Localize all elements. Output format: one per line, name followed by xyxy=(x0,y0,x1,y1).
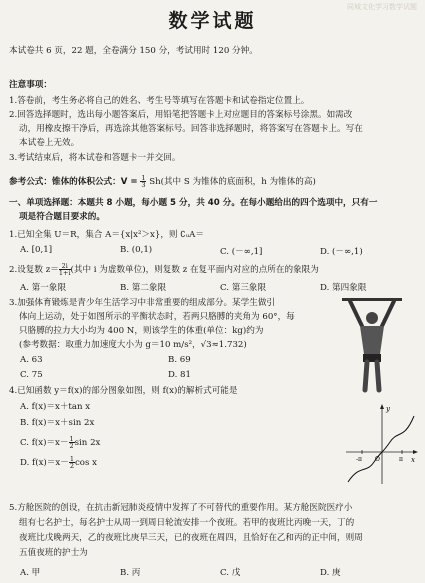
q1-option-b: B. (0,1) xyxy=(120,245,153,255)
q1-option-c: C. (－∞,1] xyxy=(220,247,263,257)
q4-option-c: C. f(x)＝x－ $\frac{1}{2}$ sin 2x xyxy=(20,435,101,450)
reference-formula xyxy=(9,175,316,188)
q2-option-d: D. 第四象限 xyxy=(320,283,367,293)
q5-option-c: C. 戊 xyxy=(220,568,241,578)
q4-option-a: A. f(x)＝x＋tan x xyxy=(20,402,91,412)
graph-origin-label: O xyxy=(375,456,380,463)
q3-line-3: 只胳膊的拉力大小均为 400 N，则该学生的体重(单位：kg)约为 xyxy=(19,326,264,336)
q1-option-a: A. [0,1] xyxy=(20,245,53,255)
exam-intro: 本试卷共 6 页，22 题，全卷满分 150 分，考试用时 120 分钟。 xyxy=(9,46,258,56)
q5-line-2: 组有七名护士，每名护士从周一到周日轮流安排一个夜班。若甲的夜班比丙晚一天，丁的 xyxy=(19,518,355,528)
graph-pi-label: π xyxy=(399,456,403,463)
notes-heading: 注意事项： xyxy=(9,80,52,90)
q5-line-1: 5.方舱医院的创设，在抗击新冠肺炎疫情中发挥了不可替代的重要作用。某方舱医院医疗小 xyxy=(9,503,353,513)
pull-up-figure xyxy=(340,296,404,396)
section-heading: 一、单项选择题：本题共 8 小题，每小题 5 分，共 40 分。在每小题给出的四个选项中，只有一 xyxy=(9,198,378,208)
q1-options xyxy=(20,245,420,256)
note-line-3: 动，用橡皮擦干净后，再选涂其他答案标号。回答非选择题时，将答案写在答题卡上。写在 xyxy=(19,124,363,134)
q5-option-d: D. 庚 xyxy=(320,568,341,578)
q3-line-2: 体向上运动，处于如图所示的平衡状态时，若两只胳膊的夹角为 60°，每 xyxy=(19,312,295,322)
note-line-5: 3.考试结束后，将本试卷和答题卡一并交回。 xyxy=(9,153,181,163)
q4-option-d: D. f(x)＝x－ $\frac{1}{2}$ cos x xyxy=(20,455,97,470)
q3-line-1: 3.加强体育锻炼是青少年生活学习中非常重要的组成部分。某学生做引 xyxy=(9,298,276,308)
q3-line-4: (参考数据：取重力加速度大小为 g＝10 m/s²，√3≈1.732) xyxy=(19,340,247,350)
graph-x-label: x xyxy=(411,456,415,464)
q5-line-4: 五值夜班的护士为 xyxy=(19,548,88,558)
graph-neg-pi-label: -π xyxy=(356,456,362,463)
q4-stem: 4.已知函数 y＝f(x)的部分图象如图，则 f(x)的解析式可能是 xyxy=(9,386,238,396)
note-line-2: 2.回答选择题时，选出每小题答案后，用铅笔把答题卡上对应题目的答案标号涂黑。如需改 xyxy=(9,110,353,120)
q3-options-row2 xyxy=(20,370,270,381)
q3-option-b: B. 69 xyxy=(168,355,191,365)
formula-fraction: $\frac{1}{3}$ xyxy=(141,174,146,189)
q2-options xyxy=(20,281,420,292)
q2-fraction: $\frac{2i}{1+i}$ xyxy=(58,262,71,277)
q5-option-a: A. 甲 xyxy=(20,568,41,578)
bleed-through-text: 同城文化学习数学试题 xyxy=(347,3,417,11)
q2-option-b: B. 第二象限 xyxy=(120,283,167,293)
q3-option-c: C. 75 xyxy=(20,370,43,380)
q3-options-row1 xyxy=(20,355,270,366)
q2-stem: 2.设复数 z＝ $\frac{2i}{1+i}$ (其中 i 为虚数单位)，则复数 z 在复平面内对应的点所在的象限为 xyxy=(9,262,319,277)
q5-options xyxy=(20,566,420,577)
q2-option-c: C. 第三象限 xyxy=(220,283,267,293)
q3-option-a: A. 63 xyxy=(20,355,43,365)
formula-lead: 参考公式：锥体的体积公式：V = xyxy=(9,177,138,187)
q2-option-a: A. 第一象限 xyxy=(20,283,67,293)
formula-tail: Sh(其中 S 为锥体的底面积，h 为锥体的高) xyxy=(149,177,316,187)
q4-option-b: B. f(x)＝x＋sin 2x xyxy=(20,418,95,428)
note-line-1: 1.答卷前，考生务必将自己的姓名、考生号等填写在答题卡和试卷指定位置上。 xyxy=(9,96,310,106)
q1-option-d: D. (－∞,1) xyxy=(320,247,363,257)
q1-stem: 1.已知全集 U＝R，集合 A＝{x|x²＞x}，则 ∁ᵤA＝ xyxy=(9,230,204,240)
note-line-4: 本试卷上无效。 xyxy=(19,138,80,148)
q5-line-3: 夜班比戊晚两天，乙的夜班比庚早三天，已的夜班在周四，且恰好在乙和丙的正中间，则周 xyxy=(19,533,363,543)
page-title: 数学试题 xyxy=(168,10,257,32)
function-graph xyxy=(344,402,420,486)
q3-option-d: D. 81 xyxy=(168,370,191,380)
section-heading-cont: 项是符合题目要求的。 xyxy=(19,212,105,222)
graph-y-label: y xyxy=(386,405,390,413)
q5-option-b: B. 丙 xyxy=(120,568,141,578)
